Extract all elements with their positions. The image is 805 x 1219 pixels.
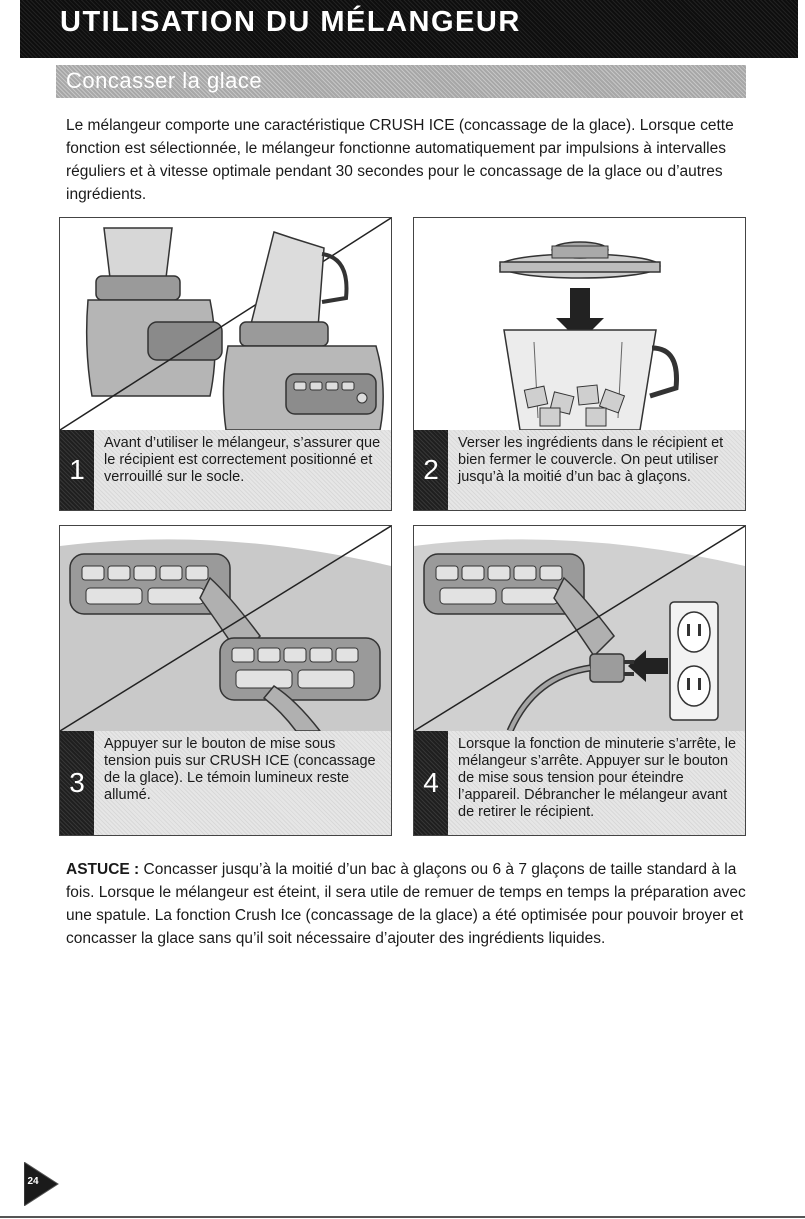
step-caption bbox=[414, 731, 745, 835]
step-caption bbox=[60, 731, 391, 835]
step-panel-2 bbox=[413, 217, 746, 511]
step-text: Appuyer sur le bouton de mise sous tension puis sur CRUSH ICE (concassage de la glace). Le témoin lumineux reste allumé. bbox=[104, 736, 376, 803]
control-panel-press-illustration bbox=[60, 526, 391, 731]
step-caption bbox=[414, 430, 745, 510]
step-number-badge: 2 bbox=[414, 430, 448, 510]
step-text: Avant d’utiliser le mélangeur, s’assurer que le récipient est correctement positionné et verrouillé sur le socle. bbox=[104, 435, 381, 485]
blender-base-illustration bbox=[60, 218, 391, 430]
section-title: Concasser la glace bbox=[66, 68, 263, 93]
step-number-badge: 4 bbox=[414, 731, 448, 835]
step-panel-3 bbox=[59, 525, 392, 836]
tip-text: Concasser jusqu’à la moitié d’un bac à glaçons ou 6 à 7 glaçons de taille standard à la fois. Lorsque le mélangeur est éteint, il sera utile de remuer de temps en temps la préparation avec une spatule. La fonction Crush Ice (concassage de la glace) a été optimisée pour pouvoir broyer et concasser la glace sans qu’il soit nécessaire d’ajouter des ingrédients liquides. bbox=[66, 861, 746, 947]
step-text: Verser les ingrédients dans le récipient et bien fermer le couvercle. On peut utiliser jusqu’à la moitié d’un bac à glaçons. bbox=[458, 435, 724, 485]
step-caption bbox=[60, 430, 391, 510]
tip-label: ASTUCE : bbox=[66, 861, 140, 878]
step-number-badge: 1 bbox=[60, 430, 94, 510]
lid-and-jar-illustration bbox=[414, 218, 745, 430]
unplug-illustration bbox=[414, 526, 745, 731]
step-panel-1 bbox=[59, 217, 392, 511]
step-number-badge: 3 bbox=[60, 731, 94, 835]
page-number: 24 bbox=[27, 1176, 39, 1187]
step-panel-4 bbox=[413, 525, 746, 836]
section-header bbox=[56, 65, 746, 98]
footer-rule bbox=[0, 1216, 805, 1218]
intro-paragraph: Le mélangeur comporte une caractéristique CRUSH ICE (concassage de la glace). Lorsque cette fonction est sélectionnée, le mélangeur fonctionne automatiquement par impulsions à intervalles réguliers et à vitesse optimale pendant 30 secondes pour le concassage de la glace ou d’autres ingrédients. bbox=[66, 117, 734, 203]
step-text: Lorsque la fonction de minuterie s’arrête, le mélangeur s’arrête. Appuyer sur le bouton de mise sous tension pour éteindre l’appareil. Débrancher le mélangeur avant de retirer le récipient. bbox=[458, 736, 737, 820]
chapter-title: UTILISATION DU MÉLANGEUR bbox=[60, 6, 521, 38]
tip-paragraph bbox=[66, 858, 746, 950]
chapter-header bbox=[20, 0, 798, 58]
